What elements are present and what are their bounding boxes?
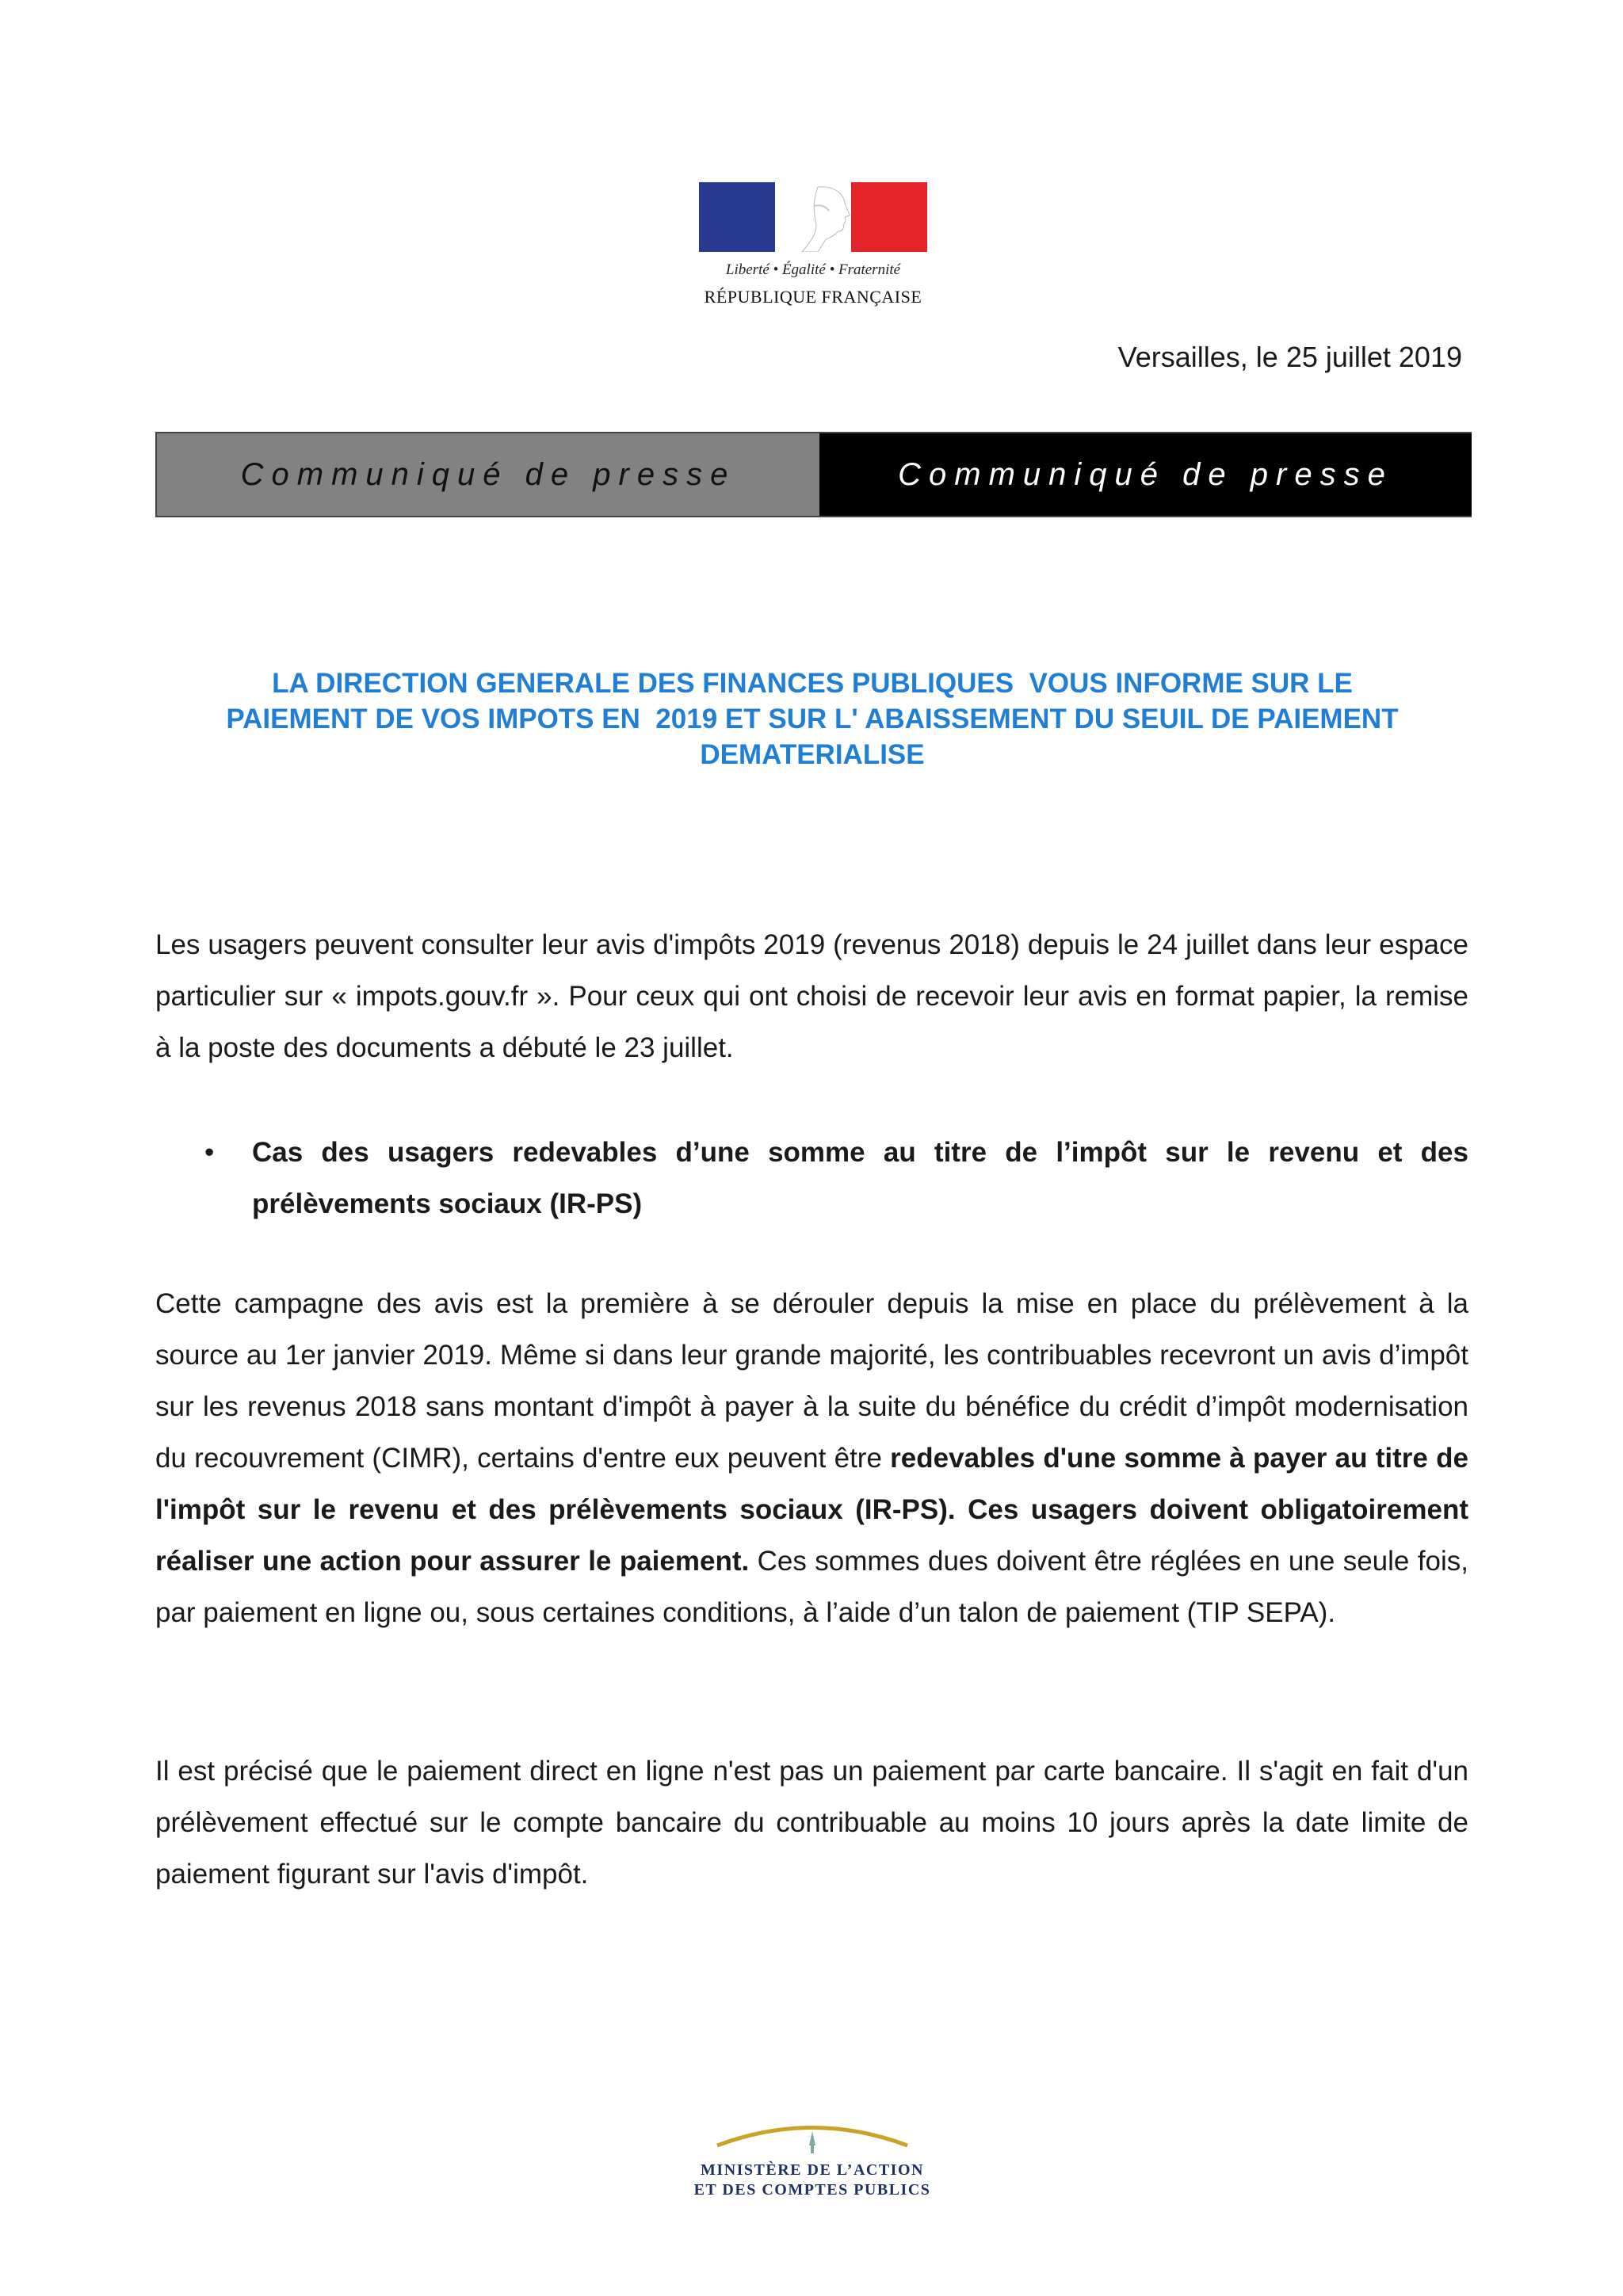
- date-line: Versailles, le 25 juillet 2019: [1117, 341, 1462, 373]
- headline-line-1: LA DIRECTION GENERALE DES FINANCES PUBLIQUES VOUS INFORME SUR LE: [272, 668, 1353, 699]
- headline-line-3: DEMATERIALISE: [700, 739, 925, 770]
- banner-left-label: Communiqué de presse: [157, 433, 819, 516]
- logo-motto: Liberté • Égalité • Fraternité: [725, 261, 901, 278]
- paragraph-campaign-text-1: Cette campagne des avis est la première à se dérouler depuis la mise en place du prélèvement à la source au 1er janvier 2019. Même si dans leur grande majorité, les contribuables recevront un avis d’impôt sur les revenus 2018 sans montant d'impôt à payer à la suite du bénéfice du crédit d’impôt modernisation du recouvrement (CIMR), certains d'entre eux peuvent être: [155, 1288, 1468, 1474]
- ministry-logo: [674, 2114, 951, 2201]
- ministry-name-line-1: MINISTÈRE DE L’ACTION: [701, 2161, 924, 2179]
- banner-right-label: Communiqué de presse: [819, 433, 1472, 516]
- paragraph-campaign-bold: redevables d'une somme à payer au titre de l'impôt sur le revenu et des prélèvements sociaux (IR-PS). Ces usagers doivent obligatoirement réaliser une action pour assurer le paiement.: [155, 1443, 1468, 1577]
- paragraph-campaign-text-2: Ces sommes dues doivent être réglées en une seule fois, par paiement en ligne ou, sous certaines conditions, à l’aide d’un talon de paiement (TIP SEPA).: [155, 1546, 1469, 1628]
- marianne-icon: [699, 182, 927, 252]
- ministry-name-line-2: ET DES COMPTES PUBLICS: [693, 2181, 931, 2199]
- paragraph-intro: Les usagers peuvent consulter leur avis d'impôts 2019 (revenus 2018) depuis le 24 juillet dans leur espace particulier sur « impots.gouv.fr ». Pour ceux qui ont choisi de recevoir leur avis en format papier, la remise à la poste des documents a débuté le 23 juillet.: [155, 929, 1468, 1063]
- bullet-heading: Cas des usagers redevables d’une somme au titre de l’impôt sur le revenu et des prélèvements sociaux (IR-PS): [252, 1137, 1468, 1219]
- headline-line-2: PAIEMENT DE VOS IMPOTS EN 2019 ET SUR L' ABAISSEMENT DU SEUIL DE PAIEMENT: [226, 704, 1399, 734]
- republique-francaise-logo: [699, 182, 927, 313]
- paragraph-campaign: [155, 1278, 1468, 1638]
- paragraph-direct-payment: Il est précisé que le paiement direct en ligne n'est pas un paiement par carte bancaire. Il s'agit en fait d'un prélèvement effectué sur le compte bancaire du contribuable au moins 10 jours après la date limite de paiement figurant sur l'avis d'impôt.: [155, 1756, 1468, 1890]
- logo-republic-name: RÉPUBLIQUE FRANÇAISE: [704, 287, 922, 307]
- bullet-symbol: •: [204, 1137, 215, 1168]
- ministry-arc-icon: [674, 2114, 951, 2161]
- headline: [158, 666, 1466, 772]
- press-release-banner: [155, 432, 1472, 517]
